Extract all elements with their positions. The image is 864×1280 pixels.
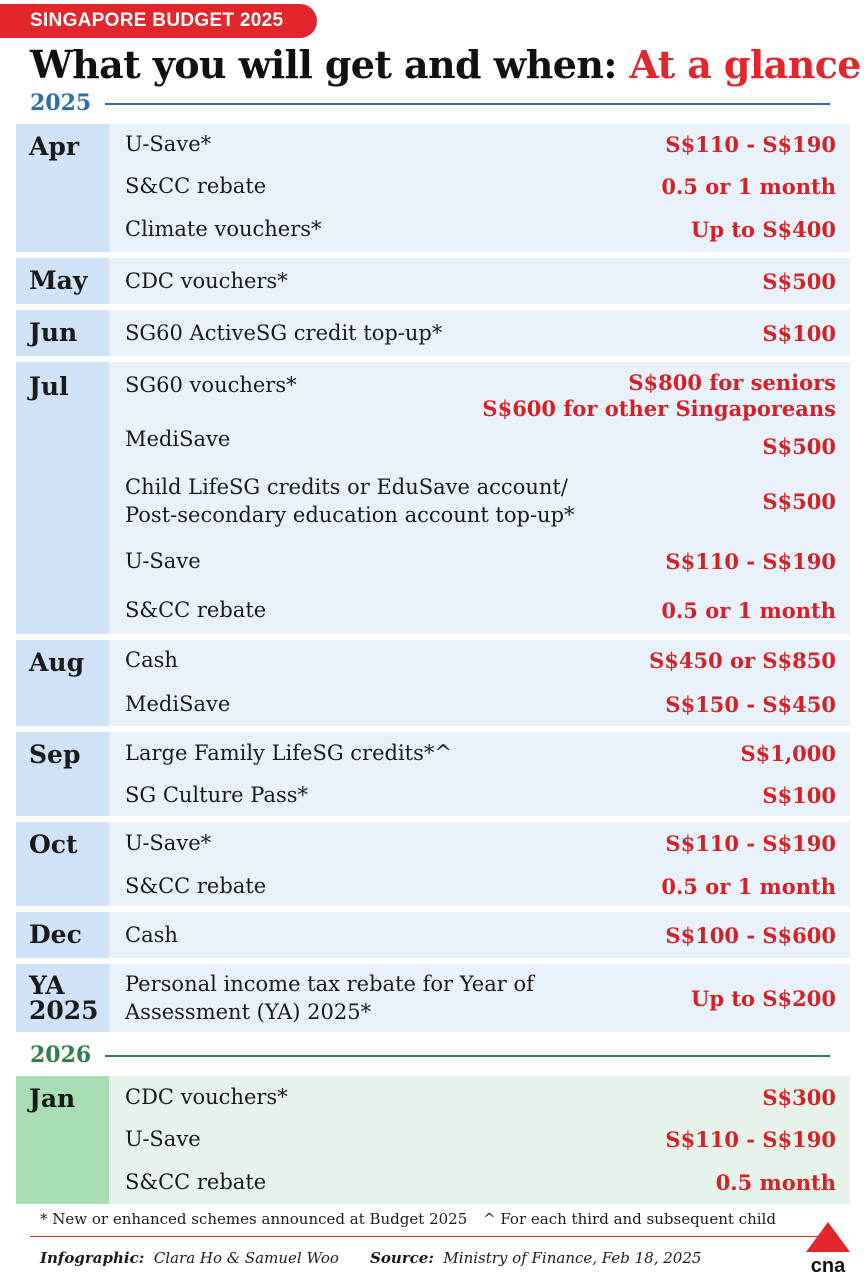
item-amount: S$450 or S$850 bbox=[649, 647, 836, 673]
list-item bbox=[125, 1082, 836, 1112]
footnote-new-schemes: * New or enhanced schemes announced at Budget 2025 bbox=[40, 1210, 468, 1228]
item-name: S&CC rebate bbox=[125, 1169, 267, 1194]
month-block-jun bbox=[16, 310, 850, 356]
name-line: Post-secondary education account top-up* bbox=[125, 503, 575, 527]
month-label: Jan bbox=[16, 1076, 109, 1204]
list-item bbox=[125, 546, 836, 576]
list-item bbox=[125, 426, 836, 466]
source-text: Ministry of Finance, Feb 18, 2025 bbox=[443, 1249, 702, 1267]
list-item bbox=[125, 920, 836, 950]
item-amount: S$110 - S$190 bbox=[665, 548, 836, 574]
infographic-names: Clara Ho & Samuel Woo bbox=[153, 1249, 339, 1267]
month-items bbox=[109, 640, 850, 726]
item-name: U-Save bbox=[125, 548, 201, 573]
list-item bbox=[125, 1167, 836, 1197]
item-amount: 0.5 or 1 month bbox=[661, 173, 836, 199]
title-accent: At a glance bbox=[629, 42, 861, 87]
month-block-ya2025 bbox=[16, 964, 850, 1032]
year-heading-2025 bbox=[30, 90, 830, 116]
item-amount: S$300 bbox=[762, 1084, 836, 1110]
month-label: Jul bbox=[16, 362, 109, 634]
item-name: Climate vouchers* bbox=[125, 216, 322, 241]
month-label: Apr bbox=[16, 124, 109, 252]
footnotes bbox=[40, 1208, 820, 1230]
item-amount: S$100 - S$600 bbox=[665, 922, 836, 948]
month-items bbox=[109, 1076, 850, 1204]
list-item bbox=[125, 595, 836, 625]
list-item bbox=[125, 645, 836, 675]
item-amount: 0.5 month bbox=[715, 1169, 836, 1195]
list-item bbox=[125, 828, 836, 858]
month-block-dec bbox=[16, 912, 850, 958]
month-block-sep bbox=[16, 732, 850, 816]
item-name: SG60 ActiveSG credit top-up* bbox=[125, 320, 443, 345]
item-amount: S$500 bbox=[762, 488, 836, 514]
item-name: SG Culture Pass* bbox=[125, 782, 309, 807]
item-amount: S$500 bbox=[762, 434, 836, 459]
section-tag: SINGAPORE BUDGET 2025 bbox=[0, 4, 317, 38]
item-amount: S$150 - S$450 bbox=[665, 691, 836, 717]
month-block-may bbox=[16, 258, 850, 304]
month-items bbox=[109, 822, 850, 906]
item-name: Cash bbox=[125, 647, 178, 672]
month-line: YA bbox=[29, 971, 65, 1000]
list-item bbox=[125, 780, 836, 810]
item-amount: S$1,000 bbox=[740, 740, 836, 766]
source-credit bbox=[370, 1247, 701, 1269]
item-amount: S$100 bbox=[762, 320, 836, 346]
month-label: Jun bbox=[16, 310, 109, 356]
list-item bbox=[125, 171, 836, 201]
page-title bbox=[30, 40, 861, 92]
year-label: 2025 bbox=[30, 90, 92, 116]
list-item bbox=[125, 129, 836, 159]
amount-line: S$600 for other Singaporeans bbox=[482, 396, 836, 421]
month-block-apr bbox=[16, 124, 850, 252]
list-item bbox=[125, 214, 836, 244]
cna-logo-icon bbox=[806, 1222, 850, 1276]
month-label: Dec bbox=[16, 912, 109, 958]
year-label: 2026 bbox=[30, 1042, 92, 1068]
item-name: CDC vouchers* bbox=[125, 268, 288, 293]
item-amount: Up to S$200 bbox=[691, 985, 836, 1011]
item-amount: 0.5 or 1 month bbox=[661, 597, 836, 623]
item-name: Large Family LifeSG credits*^ bbox=[125, 740, 452, 765]
month-items bbox=[109, 362, 850, 634]
month-block-aug bbox=[16, 640, 850, 726]
item-amount: 0.5 or 1 month bbox=[661, 873, 836, 899]
list-item bbox=[125, 689, 836, 719]
list-item bbox=[125, 318, 836, 348]
month-items bbox=[109, 310, 850, 356]
month-label: Aug bbox=[16, 640, 109, 726]
month-label bbox=[16, 964, 109, 1032]
item-name: MediSave bbox=[125, 691, 231, 716]
infographic-label: Infographic: bbox=[40, 1249, 145, 1267]
item-name: CDC vouchers* bbox=[125, 1084, 288, 1109]
month-items bbox=[109, 964, 850, 1032]
amount-line: S$800 for seniors bbox=[628, 370, 836, 395]
credits bbox=[40, 1247, 800, 1269]
month-items bbox=[109, 124, 850, 252]
svg-text:cna: cna bbox=[810, 1255, 846, 1276]
year-heading-2026 bbox=[30, 1042, 830, 1068]
item-name: U-Save bbox=[125, 1126, 201, 1151]
year-rule bbox=[105, 103, 830, 105]
month-line: 2025 bbox=[29, 996, 99, 1025]
item-name: U-Save* bbox=[125, 830, 212, 855]
footnote-child: ^ For each third and subsequent child bbox=[483, 1210, 776, 1228]
item-name: S&CC rebate bbox=[125, 173, 267, 198]
month-items bbox=[109, 258, 850, 304]
month-label: Sep bbox=[16, 732, 109, 816]
month-items bbox=[109, 912, 850, 958]
list-item bbox=[125, 871, 836, 901]
name-line: Child LifeSG credits or EduSave account/ bbox=[125, 475, 568, 499]
item-amount: S$110 - S$190 bbox=[665, 830, 836, 856]
item-amount: S$110 - S$190 bbox=[665, 1126, 836, 1152]
name-line: Personal income tax rebate for Year of bbox=[125, 972, 534, 996]
item-amount: S$500 bbox=[762, 268, 836, 294]
month-block-jan bbox=[16, 1076, 850, 1204]
month-block-jul bbox=[16, 362, 850, 634]
item-amount: S$100 bbox=[762, 782, 836, 808]
item-name: SG60 vouchers* bbox=[125, 373, 297, 397]
infographic-credit bbox=[40, 1249, 339, 1267]
name-line: Assessment (YA) 2025* bbox=[125, 1000, 372, 1024]
item-name: U-Save* bbox=[125, 131, 212, 156]
item-name: Cash bbox=[125, 922, 178, 947]
month-block-oct bbox=[16, 822, 850, 906]
month-label: May bbox=[16, 258, 109, 304]
footer-divider bbox=[30, 1236, 820, 1237]
source-label: Source: bbox=[370, 1249, 434, 1267]
month-items bbox=[109, 732, 850, 816]
list-item bbox=[125, 370, 836, 424]
list-item bbox=[125, 969, 836, 1027]
list-item bbox=[125, 1124, 836, 1154]
item-name: S&CC rebate bbox=[125, 597, 267, 622]
item-amount: S$110 - S$190 bbox=[665, 131, 836, 157]
item-amount bbox=[482, 370, 836, 422]
year-rule bbox=[105, 1055, 830, 1057]
list-item bbox=[125, 738, 836, 768]
title-main: What you will get and when: bbox=[30, 42, 630, 87]
month-label: Oct bbox=[16, 822, 109, 906]
item-name: MediSave bbox=[125, 427, 231, 451]
list-item bbox=[125, 473, 836, 529]
item-name bbox=[125, 970, 534, 1026]
item-name: S&CC rebate bbox=[125, 873, 267, 898]
list-item bbox=[125, 266, 836, 296]
item-name bbox=[125, 473, 575, 529]
item-amount: Up to S$400 bbox=[691, 216, 836, 242]
